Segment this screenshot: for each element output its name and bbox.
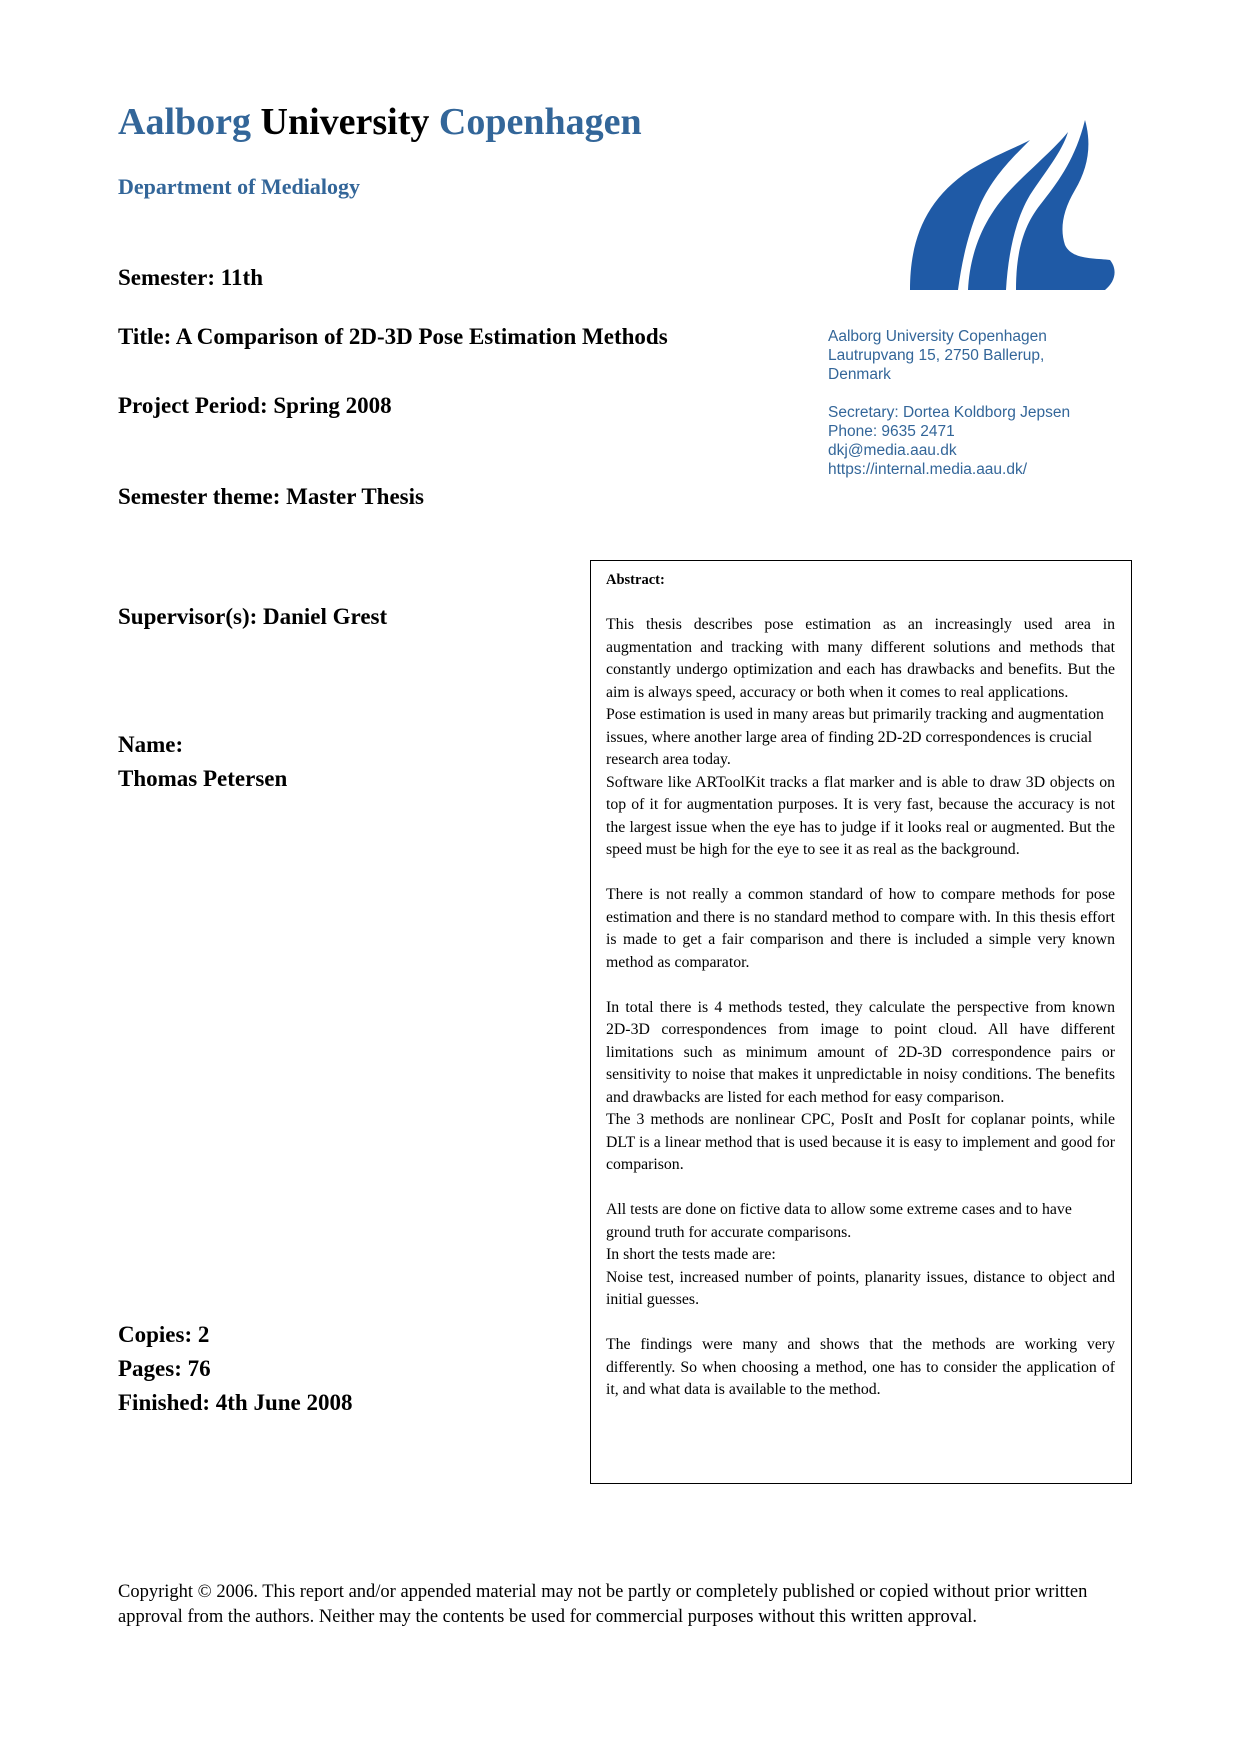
name-label: Name:: [118, 732, 184, 757]
abstract-paragraph: The findings were many and shows that the methods are working very differently. So when choosing a method, one has to consider the application of it, and what data is available to the method.: [606, 1336, 1115, 1398]
copies-field: Copies: 2: [118, 1322, 210, 1347]
pages-field: Pages: 76: [118, 1356, 211, 1381]
project-period-field: Project Period: Spring 2008: [118, 393, 392, 418]
semester-field: Semester: 11th: [118, 265, 263, 290]
address-spacer: [828, 384, 1070, 403]
abstract-paragraph: In short the tests made are:: [606, 1246, 776, 1263]
address-line-3: Denmark: [828, 366, 891, 383]
abstract-paragraph: In total there is 4 methods tested, they calculate the perspective from known 2D-3D correspondences from image to point cloud. All have different limitations such as minimum amount of 2D-3D correspondence pairs or sensitivity to noise that makes it unpredictable in noisy conditions. The benefits and drawbacks are listed for each method for easy comparison.: [606, 998, 1115, 1106]
address-line-1: Aalborg University Copenhagen: [828, 328, 1047, 345]
university-address: [828, 327, 1070, 479]
internal-website-link[interactable]: https://internal.media.aau.dk/: [828, 461, 1028, 478]
abstract-paragraph: This thesis describes pose estimation as an increasingly used area in augmentation and tracking with many different solutions and methods that constantly undergo optimization and each has drawbacks and benefits. But the aim is always speed, accuracy or both when it comes to real applications.: [606, 616, 1115, 701]
title-copenhagen: Copenhagen: [438, 101, 642, 143]
title-university: University: [260, 101, 430, 143]
title-aalborg: Aalborg: [118, 101, 251, 143]
supervisor-field: Supervisor(s): Daniel Grest: [118, 604, 388, 629]
semester-theme-field: Semester theme: Master Thesis: [118, 484, 424, 509]
secretary-name: Secretary: Dortea Koldborg Jepsen: [828, 404, 1071, 421]
abstract-spacer: [606, 1177, 1115, 1200]
abstract-spacer: [606, 862, 1115, 885]
abstract-paragraph: Noise test, increased number of points, planarity issues, distance to object and initial guesses.: [606, 1268, 1115, 1308]
project-title-field: Title: A Comparison of 2D-3D Pose Estimation Methods: [118, 324, 668, 349]
secretary-phone: Phone: 9635 2471: [828, 423, 955, 440]
abstract-spacer: [606, 974, 1115, 997]
abstract-heading: Abstract:: [606, 572, 665, 588]
abstract-box: [590, 560, 1132, 1484]
department-name: Department of Medialogy: [118, 174, 360, 199]
aau-waves-logo-icon: [900, 110, 1120, 290]
author-name: Thomas Petersen: [118, 766, 288, 791]
abstract-paragraph: The 3 methods are nonlinear CPC, PosIt and PosIt for coplanar points, while DLT is a linear method that is used because it is easy to implement and good for comparison.: [606, 1111, 1115, 1173]
abstract-paragraph: Pose estimation is used in many areas but primarily tracking and augmentation issues, where another large area of finding 2D-2D correspondences is crucial research area today.: [606, 706, 1104, 768]
address-line-2: Lautrupvang 15, 2750 Ballerup,: [828, 347, 1045, 364]
finished-date-field: Finished: 4th June 2008: [118, 1390, 353, 1415]
abstract-paragraph: All tests are done on fictive data to allow some extreme cases and to have ground truth for accurate comparisons.: [606, 1201, 1072, 1241]
university-title: [118, 100, 642, 144]
copyright-notice: Copyright © 2006. This report and/or appended material may not be partly or completely published or copied without prior written approval from the authors. Neither may the contents be used for commercial purposes without this written approval.: [118, 1582, 1088, 1627]
secretary-email[interactable]: dkj@media.aau.dk: [828, 442, 957, 459]
abstract-paragraph: There is not really a common standard of how to compare methods for pose estimation and there is no standard method to compare with. In this thesis effort is made to get a fair comparison and there is included a simple very known method as comparator.: [606, 886, 1115, 971]
abstract-paragraph: Software like ARToolKit tracks a flat marker and is able to draw 3D objects on top of it for augmentation purposes. It is very fast, because the accuracy is not the largest issue when the eye has to judge if it looks real or augmented. But the speed must be high for the eye to see it as real as the background.: [606, 773, 1115, 858]
abstract-spacer: [606, 1312, 1115, 1335]
